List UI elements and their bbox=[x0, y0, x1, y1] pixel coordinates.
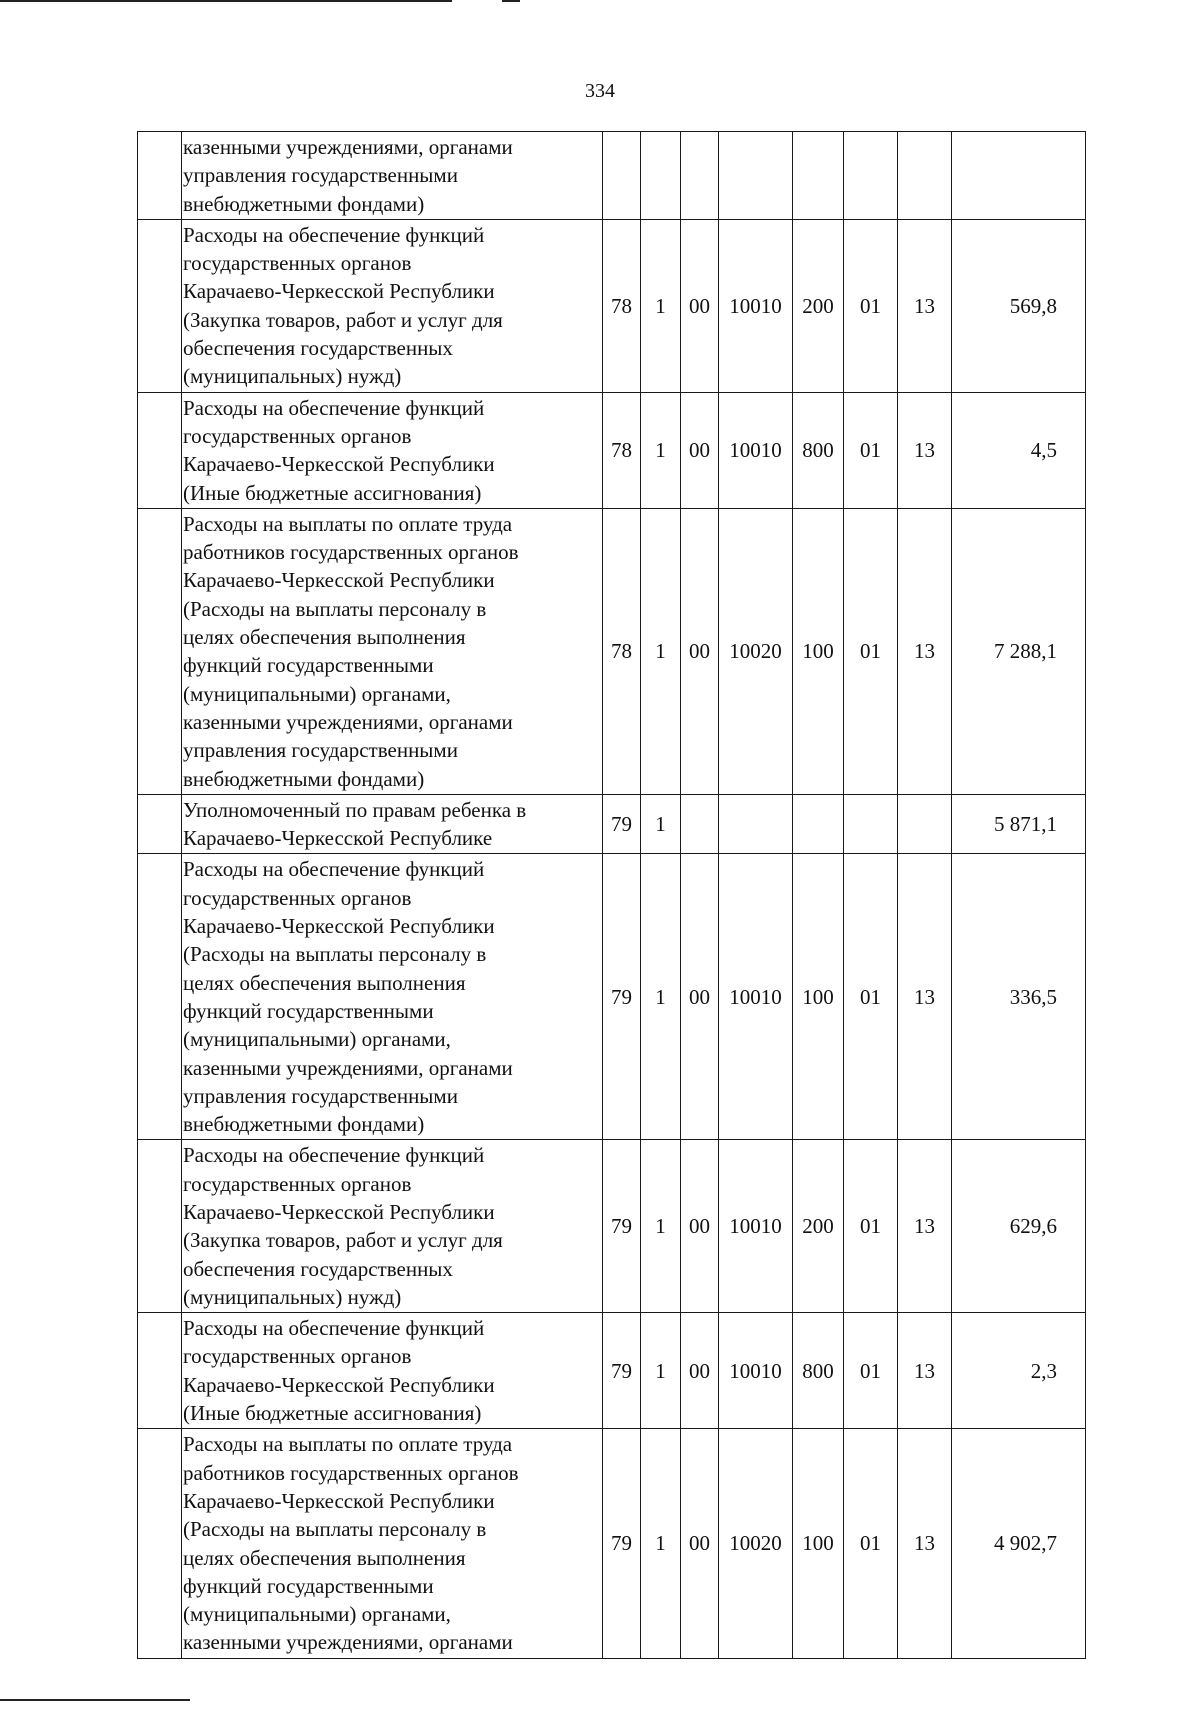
cell-code-7: 13 bbox=[898, 508, 952, 794]
cell-code-1: 79 bbox=[603, 1313, 641, 1429]
cell-code-6 bbox=[844, 794, 898, 854]
description-line: управления государственными bbox=[183, 1083, 458, 1108]
description-line: (муниципальными) органами, bbox=[183, 1027, 451, 1052]
cell-code-3: 00 bbox=[681, 1429, 719, 1658]
cell-code-6: 01 bbox=[844, 392, 898, 508]
table-row bbox=[138, 392, 1086, 508]
cell-code-5: 800 bbox=[793, 1313, 844, 1429]
cell-code-2 bbox=[641, 132, 681, 220]
cell-description bbox=[182, 854, 603, 1140]
description-line: (Расходы на выплаты персоналу в bbox=[183, 942, 487, 967]
description-line: Расходы на обеспечение функций bbox=[183, 222, 485, 247]
cell-code-7: 13 bbox=[898, 392, 952, 508]
description-line: Карачаево-Черкесской Республики bbox=[183, 568, 495, 593]
cell-code-3: 00 bbox=[681, 219, 719, 392]
description-line: Карачаево-Черкесской Республики bbox=[183, 1199, 495, 1224]
table-row bbox=[138, 854, 1086, 1140]
cell-code-3: 00 bbox=[681, 1313, 719, 1429]
cell-code-1: 79 bbox=[603, 794, 641, 854]
cell-code-2: 1 bbox=[641, 219, 681, 392]
cell-code-3 bbox=[681, 794, 719, 854]
table-body bbox=[138, 132, 1086, 1659]
description-line: функций государственными bbox=[183, 653, 434, 678]
cell-amount: 4,5 bbox=[952, 392, 1086, 508]
table-row bbox=[138, 794, 1086, 854]
cell-code-4 bbox=[719, 794, 793, 854]
cell-description bbox=[182, 1313, 603, 1429]
cell-code-5: 200 bbox=[793, 219, 844, 392]
cell-code-4: 10010 bbox=[719, 854, 793, 1140]
cell-code-4: 10010 bbox=[719, 1140, 793, 1313]
cell-amount: 5 871,1 bbox=[952, 794, 1086, 854]
cell-description bbox=[182, 219, 603, 392]
cell-code-2: 1 bbox=[641, 508, 681, 794]
cell-code-5 bbox=[793, 794, 844, 854]
cell-code-1: 78 bbox=[603, 219, 641, 392]
cell-code-3 bbox=[681, 132, 719, 220]
description-line: целях обеспечения выполнения bbox=[183, 1545, 466, 1570]
description-line: целях обеспечения выполнения bbox=[183, 625, 466, 650]
cell-index bbox=[138, 508, 182, 794]
cell-description bbox=[182, 392, 603, 508]
description-line: Расходы на обеспечение функций bbox=[183, 1143, 485, 1168]
description-line: (муниципальными) органами, bbox=[183, 681, 451, 706]
description-line: казенными учреждениями, органами bbox=[183, 1630, 513, 1655]
cell-index bbox=[138, 854, 182, 1140]
description-line: Карачаево-Черкесской Республики bbox=[183, 914, 495, 939]
cell-code-4: 10010 bbox=[719, 219, 793, 392]
cell-code-7 bbox=[898, 794, 952, 854]
cell-code-3: 00 bbox=[681, 854, 719, 1140]
cell-code-6: 01 bbox=[844, 854, 898, 1140]
description-line: Карачаево-Черкесской Республики bbox=[183, 452, 495, 477]
description-line: Карачаево-Черкесской Республики bbox=[183, 1372, 495, 1397]
cell-description bbox=[182, 794, 603, 854]
description-line: (Расходы на выплаты персоналу в bbox=[183, 1517, 487, 1542]
scan-edge-bottom bbox=[0, 1699, 190, 1701]
description-line: целях обеспечения выполнения bbox=[183, 970, 466, 995]
cell-code-3: 00 bbox=[681, 1140, 719, 1313]
cell-code-4: 10010 bbox=[719, 1313, 793, 1429]
description-line: функций государственными bbox=[183, 1573, 434, 1598]
cell-code-5: 100 bbox=[793, 508, 844, 794]
cell-amount: 2,3 bbox=[952, 1313, 1086, 1429]
cell-code-1: 79 bbox=[603, 1140, 641, 1313]
cell-code-6: 01 bbox=[844, 219, 898, 392]
cell-code-2: 1 bbox=[641, 392, 681, 508]
cell-amount: 336,5 bbox=[952, 854, 1086, 1140]
description-line: государственных органов bbox=[183, 885, 412, 910]
description-line: внебюджетными фондами) bbox=[183, 1112, 425, 1137]
description-line: Расходы на выплаты по оплате труда bbox=[183, 511, 513, 536]
description-line: (муниципальными) органами, bbox=[183, 1602, 451, 1627]
description-line: Расходы на обеспечение функций bbox=[183, 1316, 485, 1341]
description-line: казенными учреждениями, органами bbox=[183, 135, 513, 159]
cell-code-7: 13 bbox=[898, 1313, 952, 1429]
cell-code-4: 10010 bbox=[719, 392, 793, 508]
cell-description bbox=[182, 508, 603, 794]
table-row bbox=[138, 1140, 1086, 1313]
description-line: Расходы на обеспечение функций bbox=[183, 395, 485, 420]
cell-code-7: 13 bbox=[898, 1429, 952, 1658]
cell-code-1: 78 bbox=[603, 508, 641, 794]
cell-code-7: 13 bbox=[898, 219, 952, 392]
description-line: государственных органов bbox=[183, 1171, 412, 1196]
scan-edge-top-mark bbox=[502, 0, 520, 2]
description-line: (муниципальных) нужд) bbox=[183, 364, 402, 389]
cell-index bbox=[138, 219, 182, 392]
cell-code-5: 200 bbox=[793, 1140, 844, 1313]
description-line: государственных органов bbox=[183, 423, 412, 448]
description-line: (муниципальных) нужд) bbox=[183, 1284, 402, 1309]
description-line: Расходы на выплаты по оплате труда bbox=[183, 1432, 513, 1457]
cell-code-5 bbox=[793, 132, 844, 220]
cell-code-5: 100 bbox=[793, 854, 844, 1140]
cell-amount: 4 902,7 bbox=[952, 1429, 1086, 1658]
description-line: (Закупка товаров, работ и услуг для bbox=[183, 1228, 503, 1253]
description-line: казенными учреждениями, органами bbox=[183, 1055, 513, 1080]
description-line: (Расходы на выплаты персоналу в bbox=[183, 596, 487, 621]
table-row bbox=[138, 1429, 1086, 1658]
budget-table bbox=[137, 131, 1086, 1659]
cell-code-4: 10020 bbox=[719, 1429, 793, 1658]
table-row bbox=[138, 508, 1086, 794]
description-line: государственных органов bbox=[183, 251, 412, 276]
page-number: 334 bbox=[585, 80, 615, 102]
cell-index bbox=[138, 1429, 182, 1658]
cell-code-6: 01 bbox=[844, 1429, 898, 1658]
cell-index bbox=[138, 392, 182, 508]
description-line: (Иные бюджетные ассигнования) bbox=[183, 480, 482, 505]
description-line: Карачаево-Черкесской Республики bbox=[183, 279, 495, 304]
table-row bbox=[138, 1313, 1086, 1429]
cell-code-6: 01 bbox=[844, 508, 898, 794]
cell-description bbox=[182, 132, 603, 220]
cell-code-7 bbox=[898, 132, 952, 220]
description-line: (Иные бюджетные ассигнования) bbox=[183, 1401, 482, 1426]
cell-code-4 bbox=[719, 132, 793, 220]
description-line: внебюджетными фондами) bbox=[183, 191, 425, 216]
description-line: обеспечения государственных bbox=[183, 336, 453, 361]
description-line: обеспечения государственных bbox=[183, 1256, 453, 1281]
scan-edge-top bbox=[0, 0, 452, 2]
description-line: работников государственных органов bbox=[183, 540, 519, 565]
cell-code-7: 13 bbox=[898, 854, 952, 1140]
table-row bbox=[138, 219, 1086, 392]
description-line: функций государственными bbox=[183, 998, 434, 1023]
description-line: казенными учреждениями, органами bbox=[183, 709, 513, 734]
description-line: Карачаево-Черкесской Республике bbox=[183, 826, 493, 851]
cell-code-1: 78 bbox=[603, 392, 641, 508]
cell-code-2: 1 bbox=[641, 1313, 681, 1429]
cell-code-4: 10020 bbox=[719, 508, 793, 794]
description-line: работников государственных органов bbox=[183, 1460, 519, 1485]
cell-code-2: 1 bbox=[641, 1429, 681, 1658]
cell-code-2: 1 bbox=[641, 1140, 681, 1313]
cell-index bbox=[138, 1313, 182, 1429]
description-line: (Закупка товаров, работ и услуг для bbox=[183, 307, 503, 332]
description-line: государственных органов bbox=[183, 1344, 412, 1369]
description-line: Карачаево-Черкесской Республики bbox=[183, 1488, 495, 1513]
cell-description bbox=[182, 1140, 603, 1313]
cell-code-6: 01 bbox=[844, 1313, 898, 1429]
cell-code-5: 100 bbox=[793, 1429, 844, 1658]
cell-description bbox=[182, 1429, 603, 1658]
cell-index bbox=[138, 1140, 182, 1313]
cell-amount bbox=[952, 132, 1086, 220]
cell-code-1: 79 bbox=[603, 854, 641, 1140]
cell-amount: 569,8 bbox=[952, 219, 1086, 392]
description-line: внебюджетными фондами) bbox=[183, 766, 425, 791]
description-line: управления государственными bbox=[183, 163, 458, 188]
cell-code-1 bbox=[603, 132, 641, 220]
description-line: Расходы на обеспечение функций bbox=[183, 857, 485, 882]
cell-code-6 bbox=[844, 132, 898, 220]
cell-code-2: 1 bbox=[641, 854, 681, 1140]
cell-code-6: 01 bbox=[844, 1140, 898, 1313]
cell-code-5: 800 bbox=[793, 392, 844, 508]
cell-index bbox=[138, 132, 182, 220]
description-line: Уполномоченный по правам ребенка в bbox=[183, 797, 527, 822]
cell-code-3: 00 bbox=[681, 508, 719, 794]
cell-amount: 629,6 bbox=[952, 1140, 1086, 1313]
cell-index bbox=[138, 794, 182, 854]
table-row bbox=[138, 132, 1086, 220]
cell-code-1: 79 bbox=[603, 1429, 641, 1658]
cell-code-2: 1 bbox=[641, 794, 681, 854]
cell-amount: 7 288,1 bbox=[952, 508, 1086, 794]
cell-code-3: 00 bbox=[681, 392, 719, 508]
description-line: управления государственными bbox=[183, 738, 458, 763]
cell-code-7: 13 bbox=[898, 1140, 952, 1313]
